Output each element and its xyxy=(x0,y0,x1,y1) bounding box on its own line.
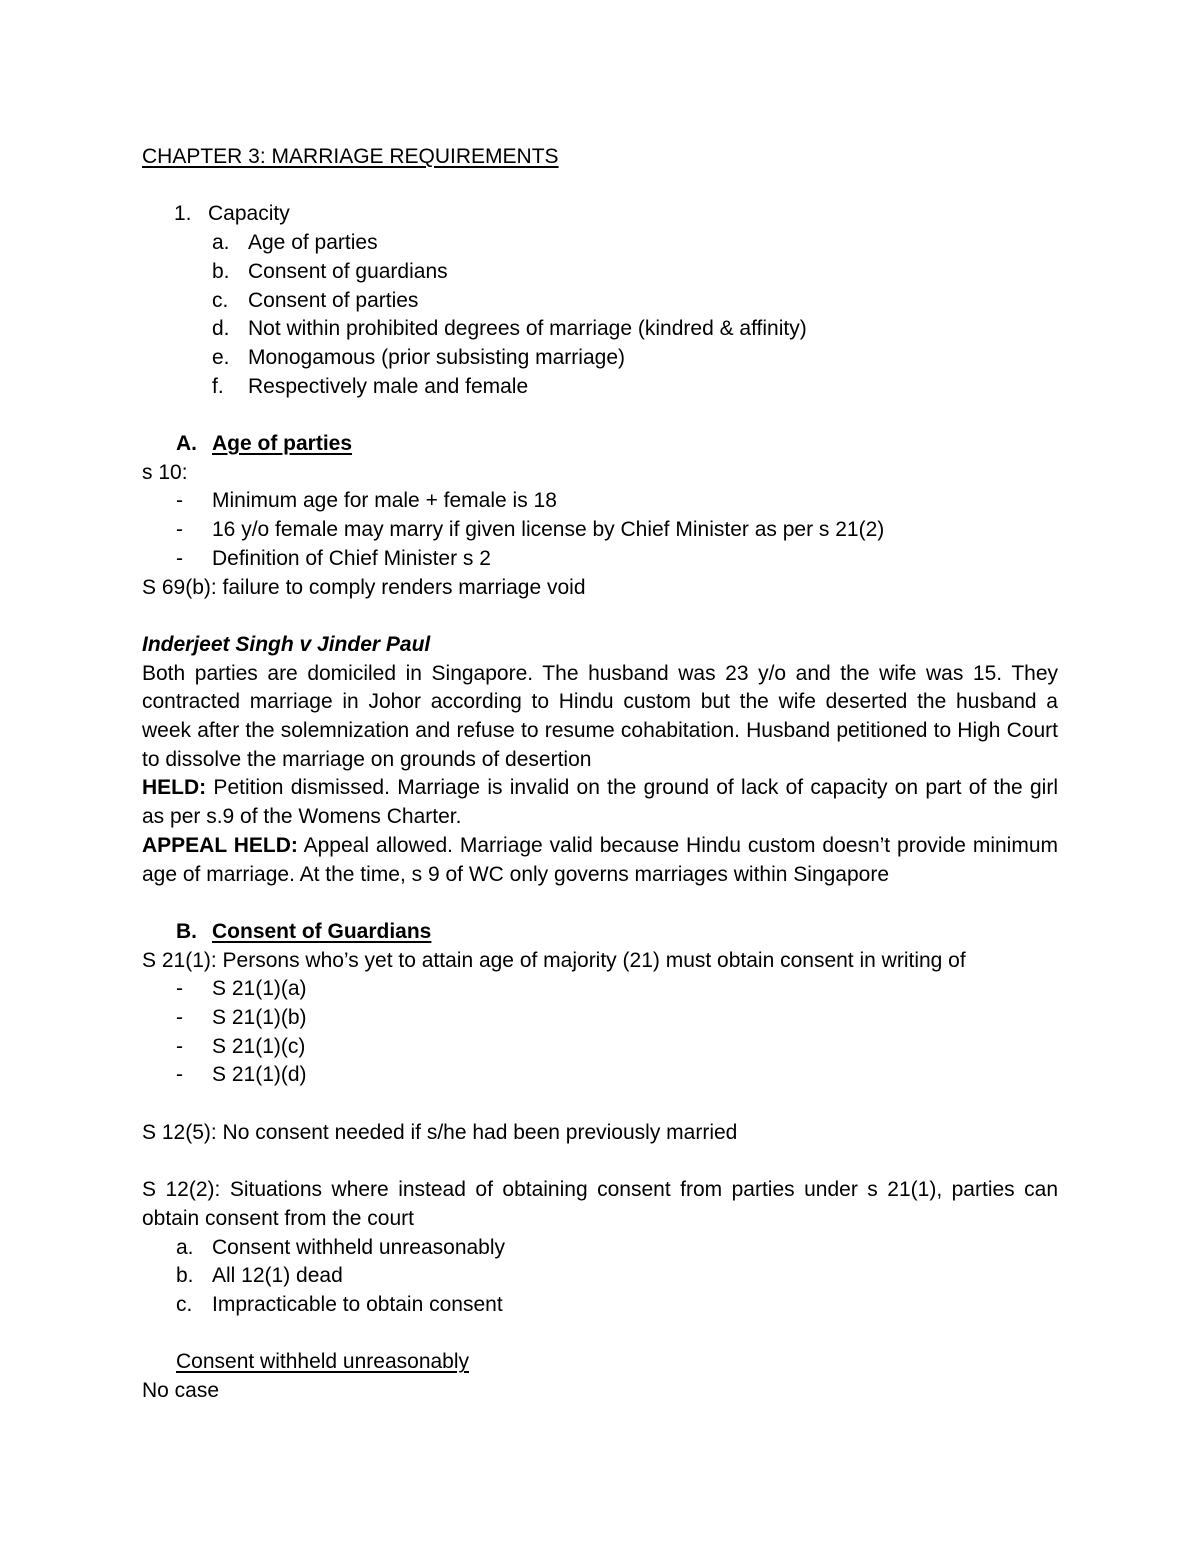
appeal-text: Appeal allowed. Marriage valid because Hindu custom doesn’t provide minimum age of marriage. At the time, s 9 of WC only governs marriages within Singapore xyxy=(142,833,1058,886)
held-label: HELD: xyxy=(142,776,207,800)
list-text: Consent withheld unreasonably xyxy=(212,1235,506,1259)
list-letter: e. xyxy=(212,345,230,369)
dash-bullet: - xyxy=(176,489,183,513)
dash-bullet: - xyxy=(176,1063,183,1087)
section-heading: Consent of Guardians xyxy=(212,919,432,943)
list-letter: b. xyxy=(176,1264,194,1288)
section-a-heading xyxy=(142,430,1058,459)
list-letter: d. xyxy=(212,317,230,341)
section-intro: S 21(1): Persons who’s yet to attain age of majority (21) must obtain consent in writing of xyxy=(142,948,966,972)
case-name: Inderjeet Singh v Jinder Paul xyxy=(142,632,431,656)
bullet-text: S 21(1)(d) xyxy=(212,1063,307,1087)
dash-bullet: - xyxy=(176,546,183,570)
bullet-text: 16 y/o female may marry if given license by Chief Minister as per s 21(2) xyxy=(212,518,885,542)
list-letter: c. xyxy=(212,288,229,312)
spacer xyxy=(142,1320,1058,1349)
section-heading: Age of parties xyxy=(212,432,353,455)
list-text: Age of parties xyxy=(248,231,378,255)
bullet-item xyxy=(142,1061,1058,1090)
statute-note: S 12(2): Situations where instead of obtaining consent from parties under s 21(1), parties can obtain consent from the court xyxy=(142,1178,1058,1230)
bullet-text: Definition of Chief Minister s 2 xyxy=(212,546,491,570)
statute-note: S 12(5): No consent needed if s/he had been previously married xyxy=(142,1120,738,1144)
spacer xyxy=(142,1090,1058,1119)
dash-bullet: - xyxy=(176,518,183,542)
held-text: Petition dismissed. Marriage is invalid on the ground of lack of capacity on part of the girl as per s.9 of the Womens Charter. xyxy=(142,776,1058,829)
statute-note: S 69(b): failure to comply renders marriage void xyxy=(142,575,586,599)
dash-bullet: - xyxy=(176,1034,183,1058)
list-letter: a. xyxy=(212,231,230,255)
list-text: Consent of parties xyxy=(248,288,419,312)
case-facts: Both parties are domiciled in Singapore. The husband was 23 y/o and the wife was 15. They contracted marriage in Johor according to Hindu custom but the wife deserted the husband a week after the solemnization and refuse to resume cohabitation. Husband petitioned to High Court to dissolve the marriage on grounds of desertion xyxy=(142,661,1058,771)
list-text: Impracticable to obtain consent xyxy=(212,1293,503,1317)
situation-item xyxy=(142,1291,1058,1320)
bullet-text: S 21(1)(c) xyxy=(212,1034,306,1058)
capacity-subitem xyxy=(142,315,1058,344)
dash-bullet: - xyxy=(176,1006,183,1030)
capacity-subitem xyxy=(142,287,1058,316)
section-letter: A. xyxy=(176,432,197,455)
capacity-subitem xyxy=(142,344,1058,373)
list-letter: a. xyxy=(176,1235,194,1259)
list-number: 1. xyxy=(174,202,192,226)
spacer xyxy=(142,1148,1058,1177)
list-letter: c. xyxy=(176,1293,193,1317)
case-held xyxy=(142,774,1058,831)
bullet-item xyxy=(142,1033,1058,1062)
list-text: Consent of guardians xyxy=(248,259,448,283)
section-b-heading xyxy=(142,918,1058,947)
subheading-body: No case xyxy=(142,1379,220,1403)
list-text: Respectively male and female xyxy=(248,374,529,398)
capacity-subitem xyxy=(142,229,1058,258)
situation-item xyxy=(142,1262,1058,1291)
list-text: Not within prohibited degrees of marriage (kindred & affinity) xyxy=(248,317,807,341)
list-letter: f. xyxy=(212,374,224,398)
capacity-item xyxy=(142,200,1058,229)
bullet-item xyxy=(142,975,1058,1004)
spacer xyxy=(142,172,1058,201)
bullet-item xyxy=(142,1004,1058,1033)
bullet-text: S 21(1)(b) xyxy=(212,1006,307,1030)
dash-bullet: - xyxy=(176,977,183,1001)
list-text: Monogamous (prior subsisting marriage) xyxy=(248,345,625,369)
bullet-item xyxy=(142,545,1058,574)
capacity-subitem xyxy=(142,373,1058,402)
spacer xyxy=(142,602,1058,631)
list-label: Capacity xyxy=(208,202,290,226)
bullet-text: Minimum age for male + female is 18 xyxy=(212,489,557,513)
capacity-subitem xyxy=(142,258,1058,287)
chapter-title: CHAPTER 3: MARRIAGE REQUIREMENTS xyxy=(142,145,559,168)
appeal-label: APPEAL HELD: xyxy=(142,833,298,857)
bullet-item xyxy=(142,516,1058,545)
situation-item xyxy=(142,1234,1058,1263)
bullet-item xyxy=(142,487,1058,516)
case-appeal xyxy=(142,832,1058,889)
list-text: All 12(1) dead xyxy=(212,1264,343,1288)
statute-ref: s 10: xyxy=(142,460,188,484)
subheading-text: Consent withheld unreasonably xyxy=(176,1350,470,1374)
spacer xyxy=(142,889,1058,918)
subheading xyxy=(142,1348,1058,1377)
spacer xyxy=(142,401,1058,430)
bullet-text: S 21(1)(a) xyxy=(212,977,307,1001)
section-letter: B. xyxy=(176,919,197,943)
list-letter: b. xyxy=(212,259,230,283)
